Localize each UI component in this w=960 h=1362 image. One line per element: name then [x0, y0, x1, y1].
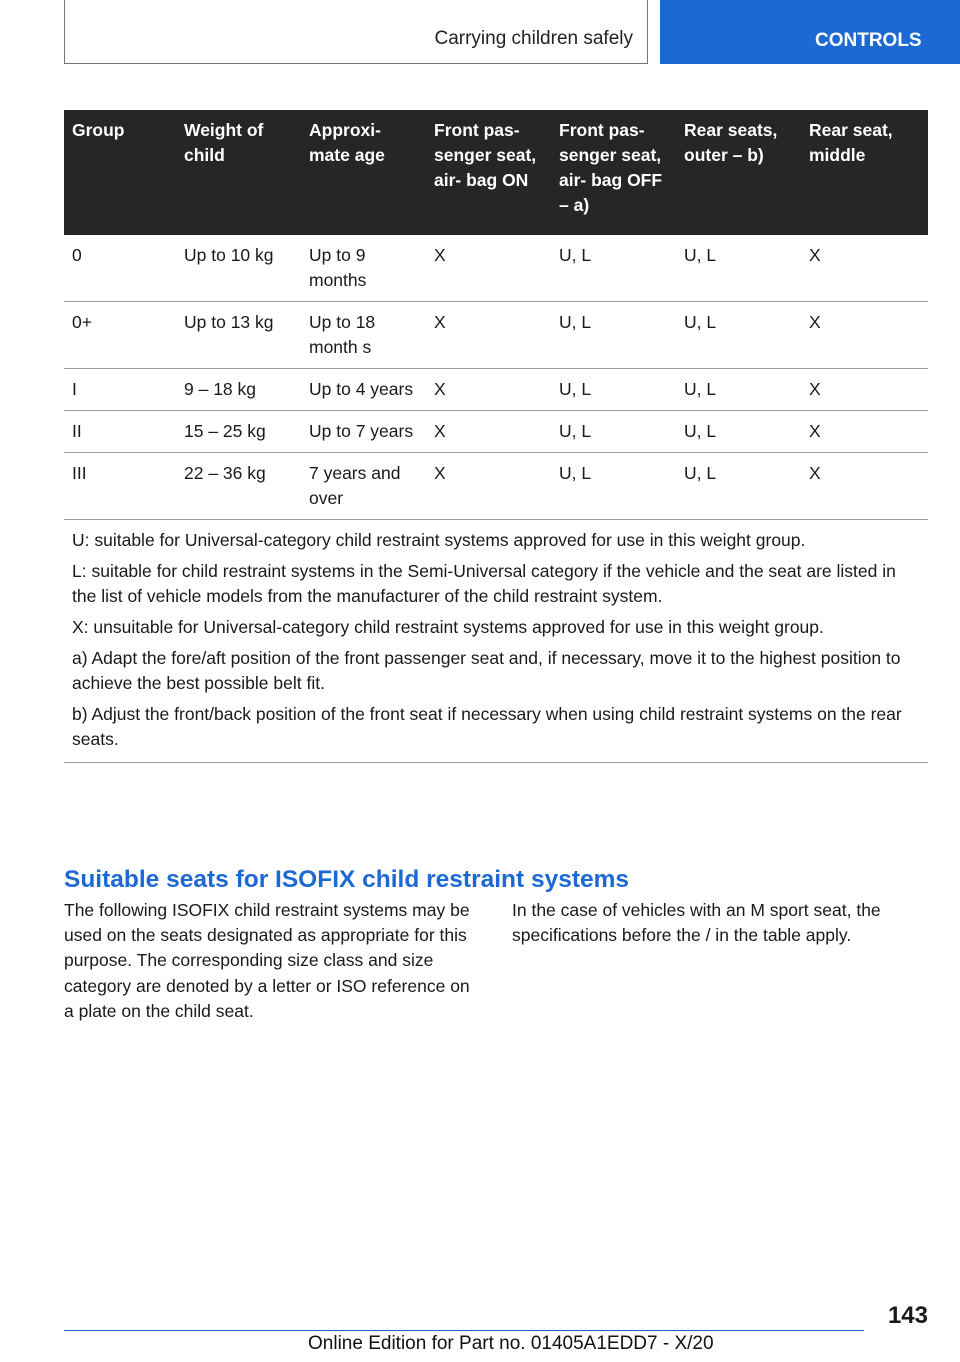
cell-front-off: U, L [551, 453, 676, 520]
table-header-row [64, 110, 928, 235]
section-title: Carrying children safely [434, 28, 633, 49]
col-header-rear-middle: Rear seat, middle [801, 110, 928, 235]
note-universal: U: suitable for Universal-category child restraint systems approved for use in this weight group. [72, 530, 806, 550]
col-header-rear-outer: Rear seats, outer – b) [676, 110, 801, 235]
cell-age: Up to 7 years [301, 411, 426, 453]
page-number: 143 [887, 1302, 928, 1329]
table-row [64, 302, 928, 369]
section-right-paragraph: In the case of vehicles with an M sport seat, the specifications before the / in the table apply. [512, 900, 881, 946]
table-row [64, 235, 928, 302]
col-header-age: Approxi‐ mate age [301, 110, 426, 235]
cell-rear-middle: X [801, 369, 928, 411]
col-header-front-airbag-on: Front pas‐ senger seat, air‐ bag ON [426, 110, 551, 235]
chapter-tab[interactable]: CONTROLS [660, 0, 960, 64]
cell-front-off: U, L [551, 369, 676, 411]
cell-rear-outer: U, L [676, 453, 801, 520]
cell-rear-middle: X [801, 235, 928, 302]
note-unsuitable: X: unsuitable for Universal-category child restraint systems approved for use in this weight group. [72, 617, 824, 637]
cell-group: 0+ [64, 302, 176, 369]
note-semi-universal: L: suitable for child restraint systems in the Semi-Universal category if the vehicle and the seat are listed in the list of vehicle models from the manufacturer of the child restraint system. [72, 561, 896, 606]
cell-weight: Up to 10 kg [176, 235, 301, 302]
cell-age: Up to 4 years [301, 369, 426, 411]
cell-front-on: X [426, 411, 551, 453]
table-notes [64, 520, 928, 763]
cell-rear-outer: U, L [676, 235, 801, 302]
cell-rear-middle: X [801, 453, 928, 520]
note-b: b) Adjust the front/back position of the front seat if necessary when using child restraint systems on the rear seats. [72, 704, 902, 749]
cell-group: II [64, 411, 176, 453]
cell-weight: 15 – 25 kg [176, 411, 301, 453]
col-header-weight: Weight of child [176, 110, 301, 235]
table-row [64, 411, 928, 453]
cell-rear-middle: X [801, 411, 928, 453]
cell-weight: 9 – 18 kg [176, 369, 301, 411]
cell-group: I [64, 369, 176, 411]
cell-age: 7 years and over [301, 453, 426, 520]
cell-group: III [64, 453, 176, 520]
cell-rear-middle: X [801, 302, 928, 369]
section-heading: Suitable seats for ISOFIX child restraint systems [64, 866, 630, 893]
footer-divider [64, 1330, 864, 1331]
cell-rear-outer: U, L [676, 302, 801, 369]
section-left-paragraph: The following ISOFIX child restraint systems may be used on the seats designated as appropriate for this purpose. The corresponding size class and size category are denoted by a letter or ISO reference on a plate on the child seat. [64, 900, 470, 1021]
table-row [64, 369, 928, 411]
table-notes-row [64, 520, 928, 763]
cell-group: 0 [64, 235, 176, 302]
table-row [64, 453, 928, 520]
cell-front-on: X [426, 369, 551, 411]
edition-footer: Online Edition for Part no. 01405A1EDD7 - X/20 [308, 1333, 714, 1354]
child-seat-group-table [64, 110, 928, 763]
cell-age: Up to 18 month s [301, 302, 426, 369]
cell-weight: Up to 13 kg [176, 302, 301, 369]
cell-rear-outer: U, L [676, 411, 801, 453]
cell-age: Up to 9 months [301, 235, 426, 302]
cell-weight: 22 – 36 kg [176, 453, 301, 520]
cell-front-on: X [426, 235, 551, 302]
cell-front-off: U, L [551, 302, 676, 369]
cell-front-on: X [426, 453, 551, 520]
col-header-front-airbag-off: Front pas‐ senger seat, air‐ bag OFF – a) [551, 110, 676, 235]
cell-front-off: U, L [551, 235, 676, 302]
col-header-group: Group [64, 110, 176, 235]
cell-front-off: U, L [551, 411, 676, 453]
note-a: a) Adapt the fore/aft position of the front passenger seat and, if necessary, move it to the highest position to achieve the best possible belt fit. [72, 648, 901, 693]
header-section-box [64, 0, 648, 64]
cell-rear-outer: U, L [676, 369, 801, 411]
cell-front-on: X [426, 302, 551, 369]
